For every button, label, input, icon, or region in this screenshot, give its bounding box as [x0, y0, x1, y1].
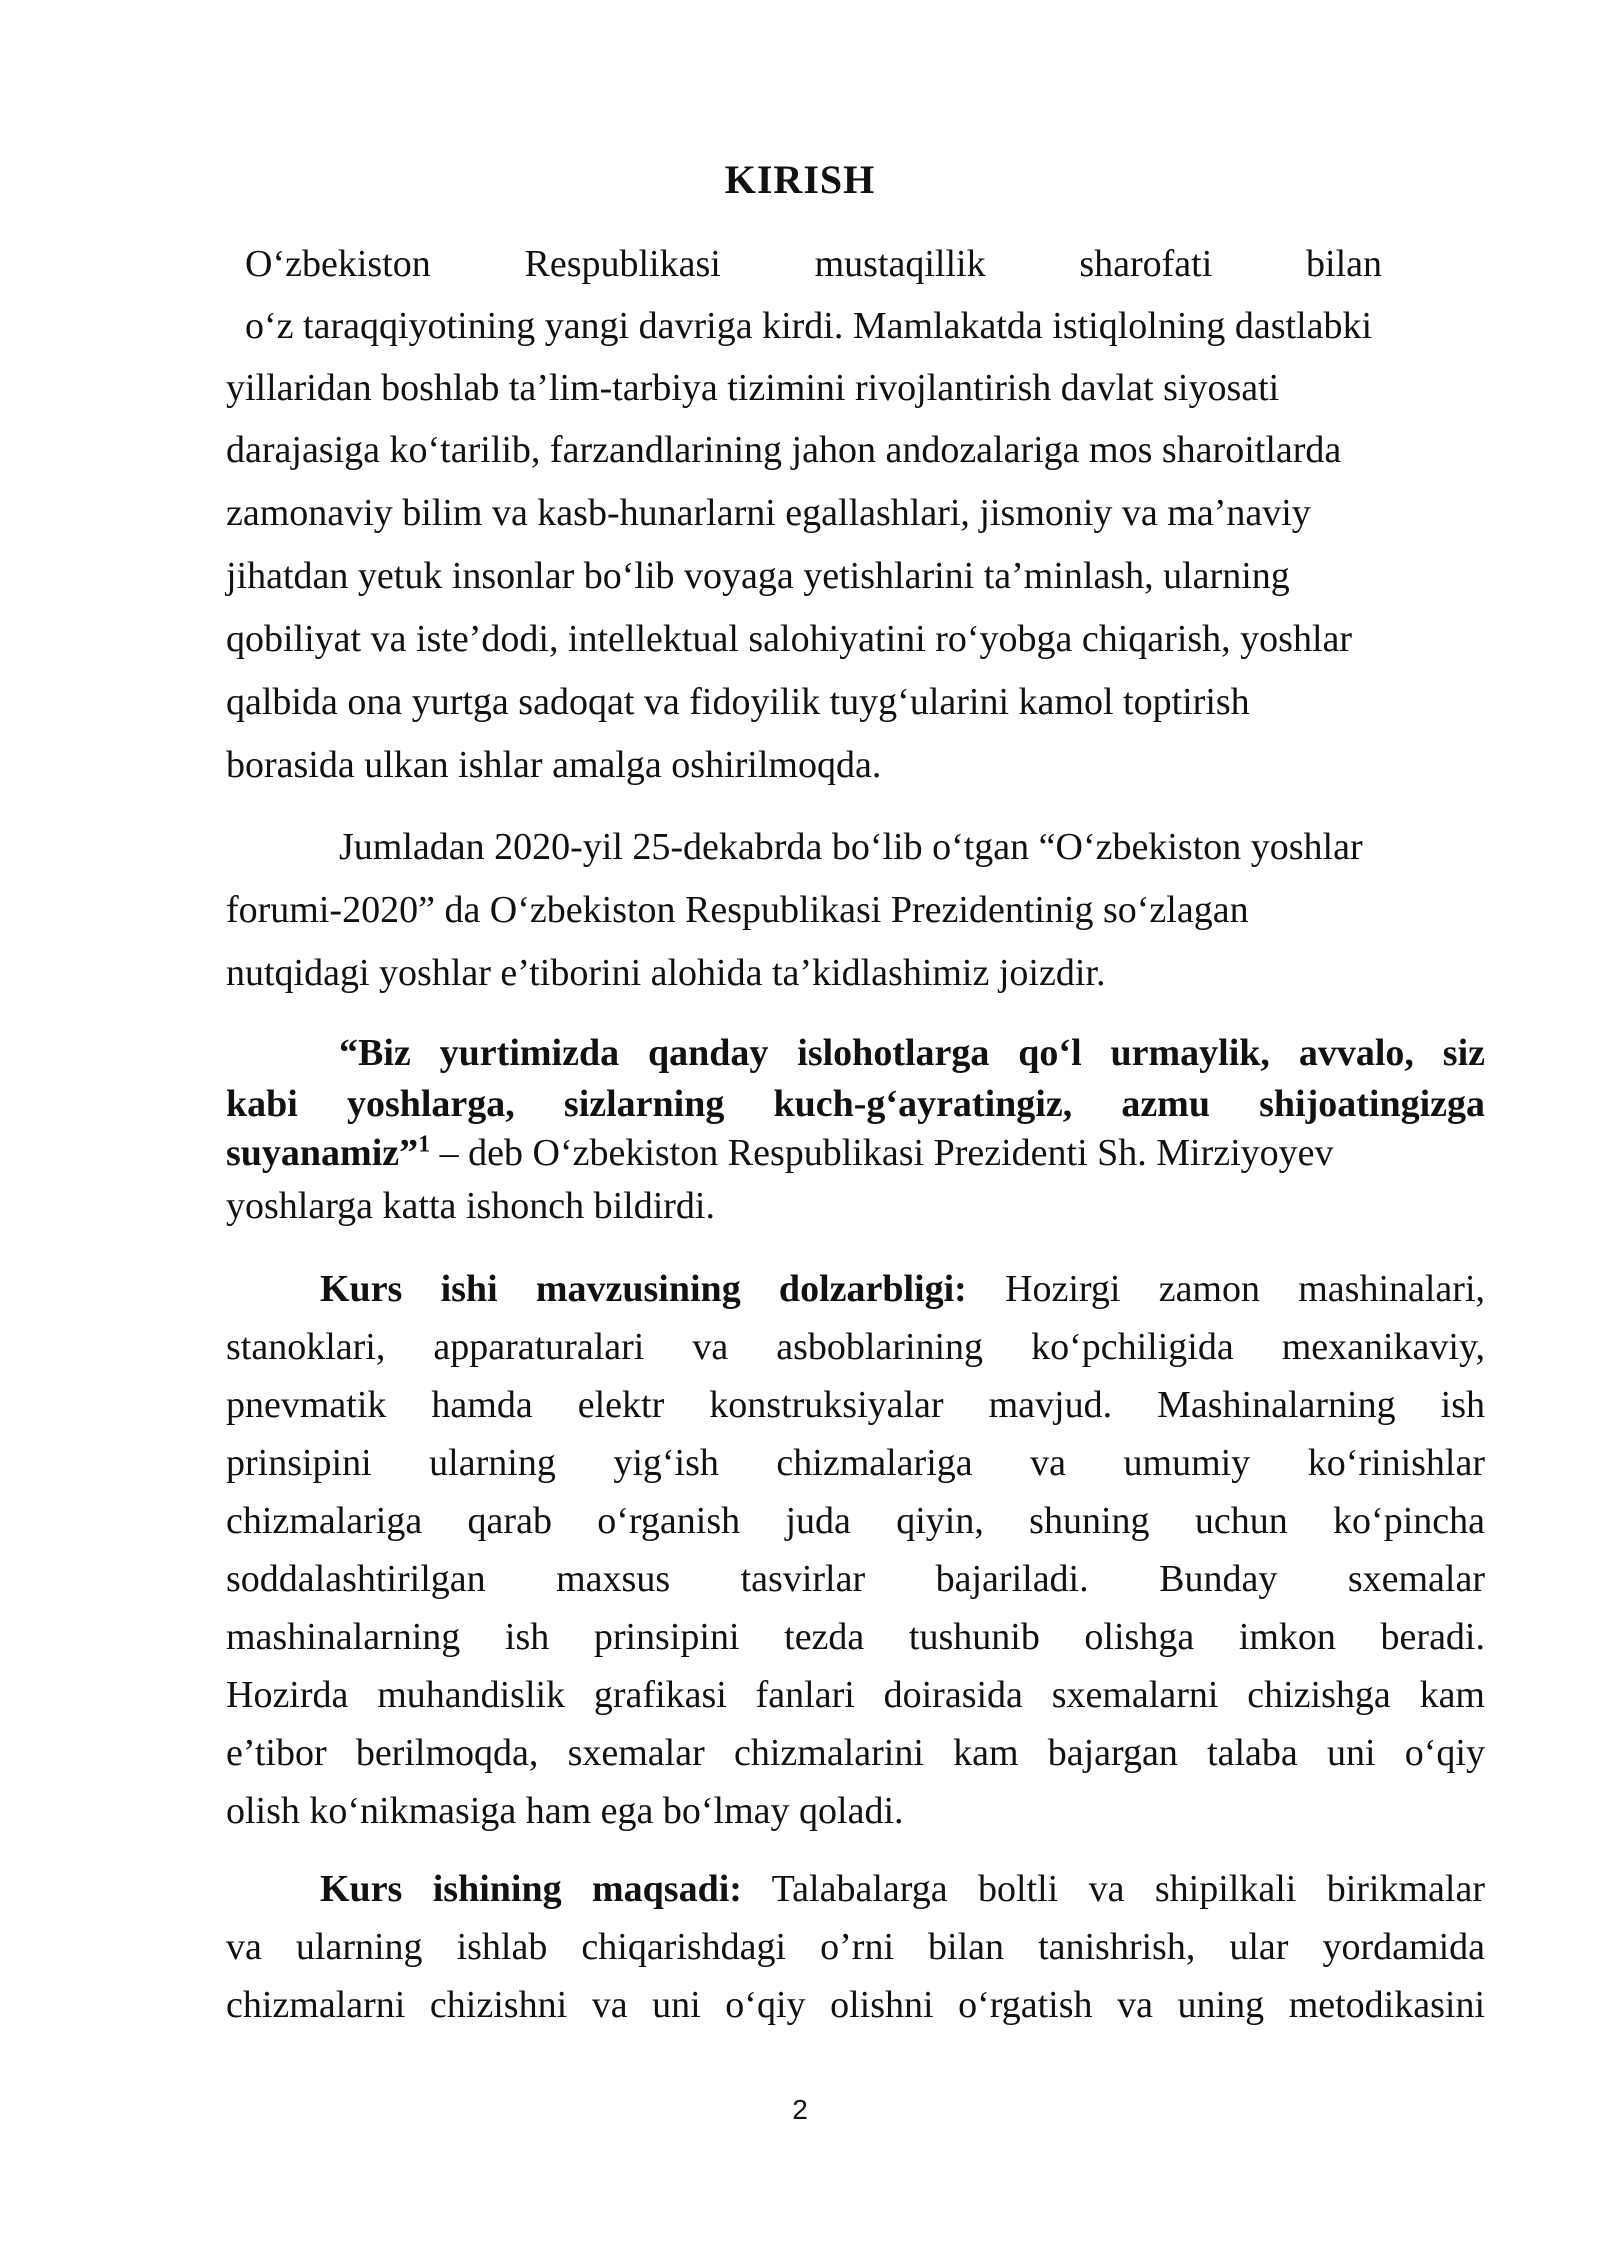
intro-line: o‘z taraqqiyotining yangi davriga kirdi. Mamlakatda istiqlolning dastlabki [245, 305, 1373, 347]
relevance-line: olish ko‘nikmasiga ham ega bo‘lmay qoladi. [226, 1790, 904, 1832]
quote-line [226, 1124, 1334, 1182]
footnote-marker: 1 [418, 1131, 431, 1158]
goal-line [320, 1860, 1485, 1918]
goal-text: Talabalarga boltli va shipilkali birikmalar [741, 1868, 1485, 1910]
intro-line: borasida ulkan ishlar amalga oshirilmoqda. [226, 744, 882, 786]
relevance-line: e’tibor berilmoqda, sxemalar chizmalarini kam bajargan talaba uni o‘qiy [226, 1732, 1485, 1774]
intro-word: O‘zbekiston [245, 243, 431, 285]
quote-line: yoshlarga katta ishonch bildirdi. [226, 1185, 715, 1227]
intro-line: qalbida ona yurtga sadoqat va fidoyilik tuyg‘ularini kamol toptirish [226, 681, 1250, 723]
quote-attribution: – deb O‘zbekiston Respublikasi Prezidenti Sh. Mirziyoyev [430, 1132, 1334, 1174]
relevance-line: Hozirda muhandislik grafikasi fanlari doirasida sxemalarni chizishga kam [226, 1674, 1485, 1716]
page-title: KIRISH [724, 157, 876, 202]
relevance-heading: Kurs ishi mavzusining dolzarbligi: [320, 1268, 967, 1310]
intro-line: darajasiga ko‘tarilib, farzandlarining jahon andozalariga mos sharoitlarda [226, 429, 1342, 471]
forum-line: Jumladan 2020-yil 25-dekabrda bo‘lib o‘tgan “O‘zbekiston yoshlar [339, 826, 1363, 868]
intro-line: jihatdan yetuk insonlar bo‘lib voyaga yetishlarini ta’minlash, ularning [226, 555, 1290, 597]
relevance-line [320, 1260, 1485, 1318]
relevance-line: chizmalariga qarab o‘rganish juda qiyin, shuning uchun ko‘pincha [226, 1500, 1485, 1542]
relevance-line: prinsipini ularning yig‘ish chizmalariga va umumiy ko‘rinishlar [226, 1442, 1485, 1484]
intro-word: mustaqillik [814, 243, 986, 285]
intro-word: Respublikasi [524, 243, 721, 285]
quote-line: kabi yoshlarga, sizlarning kuch-g‘ayratingiz, azmu shijoatingizga [226, 1083, 1485, 1125]
goal-heading: Kurs ishining maqsadi: [320, 1868, 742, 1910]
intro-line: yillaridan boshlab ta’lim-tarbiya tizimini rivojlantirish davlat siyosati [226, 367, 1280, 409]
relevance-line: pnevmatik hamda elektr konstruksiyalar mavjud. Mashinalarning ish [226, 1384, 1485, 1426]
goal-line: chizmalarni chizishni va uni o‘qiy olishni o‘rgatish va uning metodikasini [226, 1984, 1485, 2026]
relevance-text: Hozirgi zamon mashinalari, [966, 1268, 1486, 1310]
intro-line: zamonaviy bilim va kasb-hunarlarni egallashlari, jismoniy va ma’naviy [226, 492, 1311, 534]
intro-line: qobiliyat va iste’dodi, intellektual salohiyatini ro‘yobga chiqarish, yoshlar [226, 618, 1353, 660]
quote-line: “Biz yurtimizda qanday islohotlarga qo‘l urmaylik, avvalo, siz [339, 1032, 1485, 1074]
forum-line: nutqidagi yoshlar e’tiborini alohida ta’kidlashimiz joizdir. [226, 952, 1106, 994]
forum-line: forumi-2020” da O‘zbekiston Respublikasi Prezidentinig so‘zlagan [226, 889, 1249, 931]
goal-line: va ularning ishlab chiqarishdagi o’rni bilan tanishrish, ular yordamida [226, 1926, 1485, 1968]
page-number: 2 [792, 2094, 808, 2125]
relevance-line: stanoklari, apparaturalari va asboblarining ko‘pchiligida mexanikaviy, [226, 1326, 1485, 1368]
relevance-line: soddalashtirilgan maxsus tasvirlar bajariladi. Bunday sxemalar [226, 1558, 1485, 1600]
intro-word: bilan [1306, 243, 1382, 285]
intro-word: sharofati [1079, 243, 1213, 285]
relevance-line: mashinalarning ish prinsipini tezda tushunib olishga imkon beradi. [226, 1616, 1485, 1658]
intro-first-line [245, 234, 1382, 294]
quote-bold-end: suyanamiz” [226, 1132, 419, 1174]
